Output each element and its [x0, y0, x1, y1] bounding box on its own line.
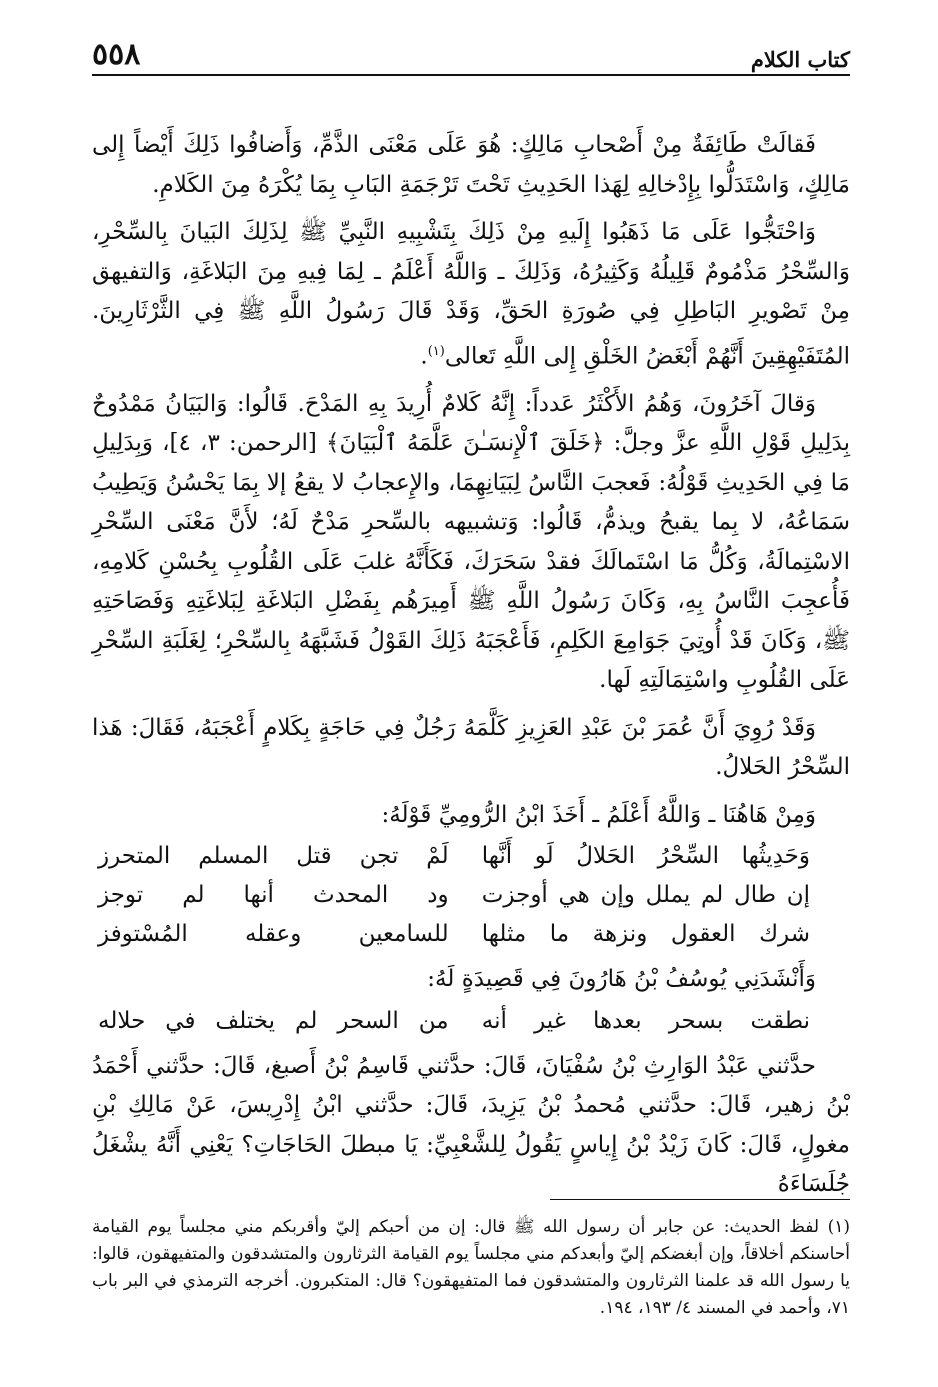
verse-line [92, 876, 850, 915]
footnote-ref[interactable]: (١) [427, 343, 445, 359]
page-number: ٥٥٨ [92, 37, 141, 72]
paragraph-2: وَاحْتَجُّوا عَلَى مَا ذَهَبُوا إِلَيهِ مِنْ ذَلِكَ بِتَشْبِيهِ النَّبِيِّ ﷺ لِذَلِكَ البَيانَ بِالسِّحْرِ، وَالسِّحْرُ مَذْمُومٌ قَلِيلُهُ وَكَثِيرُهُ، وَذَلِكَ ـ وَاللَّهُ أَعْلَمُ ـ لِمَا فِيهِ مِنَ البَلاغَةِ، وَالتفيهق مِنْ تَصْويرِ البَاطِلِ فِي صُورَةِ الحَقِّ، وَقَدْ قَالَ رَسُولُ اللَّهِ ﷺ فِي الثَّرْثَارِينَ. المُتَفَيْهِقِينَ أَنَّهُمْ أَبْغَضُ الخَلْقِ إِلى اللَّهِ تَعالى$^{(١)}$. [92, 219, 850, 370]
verse-second-hemistich: للسامعين وعقله المُسْتوفز [98, 921, 449, 948]
verse-line [92, 837, 850, 876]
footnotes [92, 1199, 850, 1322]
running-title: كتاب الكلام [750, 47, 850, 72]
paragraph-3: وَقالَ آخَرُونَ، وَهُمُ الأَكْثَرُ عَدداً: إِنَّهُ كَلامٌ أُرِيدَ بِهِ المَدْحَ. قَالُوا: وَالبَيَانُ مَمْدُوحٌ بِدَلِيلِ قَوْلِ اللَّهِ عزَّ وجلَّ: ﴿خَلَقَ ٱلْإِنسَـٰنَ عَلَّمَهُ ٱلْبَيَانَ﴾ [الرحمن: ٣، ٤]، وَبِدَلِيلِ مَا فِي الحَدِيثِ قَوْلُهُ: فَعجبَ النَّاسُ لِبَيَانِهِمَا، والإِعجابُ لا يقعُ إلا بِمَا يَحْسُنُ وَيَطِيبُ سَمَاعُهُ، لا بِما يقبحُ ويذمُّ، قَالُوا: وَتشبيهه بالسِّحرِ مَدْحٌ لَهُ؛ لأَنَّ مَعْنَى السِّحْرِ الاسْتِمالَةُ، وَكُلُّ مَا اسْتَمالَكَ فقدْ سَحَرَكَ، فَكَأَنَّهُ غلبَ عَلَى القُلُوبِ بِحُسْنِ كَلامِهِ، فَأُعجِبَ النَّاسُ بِهِ، وَكَانَ رَسُولُ اللَّهِ ﷺ أَمِيرَهُم بِفَضْلِ البَلاغَةِ لِبَلاغَتِهِ وَفَصَاحَتِهِ ﷺ، وَكَانَ قَدْ أُوتِيَ جَوَامِعَ الكَلِمِ، فَأَعْجَبَهُ ذَلِكَ القَوْلُ فَشَبَّهَهُ بِالسِّحْرِ؛ لِغَلَبَةِ السِّحْرِ عَلَى القُلُوبِ واسْتِمَالَتِهِ لَها. [92, 390, 850, 694]
footnote-1 [92, 1214, 850, 1322]
footnote-text: لفظ الحديث: عن جابر أن رسول الله ﷺ قال: إن من أحبكم إليّ وأقربكم مني مجلساً يوم القيامة أحاسنكم أخلاقاً، وإن أبغضكم إليّ وأبعدكم مني مجلساً يوم القيامة الثرثارون والمتشدقون والمتفيهقون، قالوا: يا رسول الله قد علمنا الثرثارون والمتشدقون فما المتفيهقون؟ قال: المتكبرون. أخرجه الترمذي في البر باب ٧١، وأحمد في المسند ٤/ ١٩٣، ١٩٤. [92, 1217, 850, 1318]
verse-line [92, 915, 850, 954]
paragraph-1: فَقالَتْ طَائِفَةٌ مِنْ أَصْحابِ مَالِكٍ: هُوَ عَلَى مَعْنَى الذَّمِّ، وَأَضافُوا ذَلِكَ أَيْضاً إِلى مَالِكٍ، وَاسْتَدَلُّوا بِإِدْخالِهِ لِهَذا الحَدِيثِ تَحْتَ تَرْجَمَةِ البَابِ بِمَا يُكْرَهُ مِنَ الكَلامِ. [92, 132, 850, 198]
verse-first-hemistich: شرك العقول ونزهة ما مثلها [481, 921, 810, 948]
poem-2-intro: وَأَنْشَدَنِي يُوسُفُ بْنُ هَارُونَ فِي قَصِيدَةٍ لَهُ: [427, 966, 816, 993]
paragraph-2-text: وَاحْتَجُّوا عَلَى مَا ذَهَبُوا إِلَيهِ مِنْ ذَلِكَ بِتَشْبِيهِ النَّبِيِّ ﷺ لِذَلِكَ البَيانَ بِالسِّحْرِ، وَالسِّحْرُ مَذْمُومٌ قَلِيلُهُ وَكَثِيرُهُ، وَذَلِكَ ـ وَاللَّهُ أَعْلَمُ ـ لِمَا فِيهِ مِنَ البَلاغَةِ، وَالتفيهق مِنْ تَصْويرِ البَاطِلِ فِي صُورَةِ الحَقِّ، وَقَدْ قَالَ رَسُولُ اللَّهِ ﷺ فِي الثَّرْثَارِينَ. المُتَفَيْهِقِينَ أَنَّهُمْ أَبْغَضُ الخَلْقِ إِلى اللَّهِ تَعالى [92, 219, 850, 370]
page-body [92, 126, 850, 1205]
poem-1 [92, 837, 850, 954]
verse-second-hemistich: لَمْ تجن قتل المسلم المتحرز [98, 843, 449, 870]
footnote-number: (١) [827, 1217, 850, 1237]
poem-1-intro: وَمِنْ هَاهُنَا ـ وَاللَّهُ أَعْلَمُ ـ أَخَذَ ابْنُ الرُّومِيِّ قَوْلَهُ: [381, 801, 816, 828]
verse-first-hemistich: نطقت بسحر بعدها غير أنه [481, 1007, 810, 1034]
verse-line [92, 1002, 850, 1041]
paragraph-4: وَقَدْ رُوِيَ أَنَّ عُمَرَ بْنَ عَبْدِ العَزِيزِ كَلَّمَهُ رَجُلٌ فِي حَاجَةٍ بِكَلامٍ أَعْجَبَهُ، فَقَالَ: هَذا السِّحْرُ الحَلالُ. [92, 714, 850, 781]
closing-paragraph: حدَّثني عَبْدُ الوَارِثِ بْنُ سُفْيَانَ، قَالَ: حدَّثني قَاسِمُ بْنُ أَصبغ، قَالَ: حدَّثني أَحْمَدُ بْنُ زهير، قَالَ: حدَّثني مُحمدُ بْنُ يَزِيدَ، قَالَ: حدَّثني ابْنُ إِدْرِيسَ، عَنْ مَالِكِ بْنِ مغولٍ، قَالَ: كَانَ زَيْدُ بْنُ إِياسٍ يَقُولُ لِلشَّعْبِيِّ: يَا مبطلَ الحَاجَاتِ؟ يَعْنِي أَنَّهُ يشْغَلُ جُلَسَاءَهُ [92, 1052, 850, 1198]
page-header [92, 30, 850, 76]
poem-2 [92, 1002, 850, 1041]
verse-second-hemistich: من السحر لم يختلف في حلاله [98, 1007, 449, 1034]
verse-second-hemistich: ود المحدث أنها لم توجز [98, 882, 449, 909]
footnote-divider [550, 1199, 850, 1200]
verse-first-hemistich: وَحَدِيثُها السِّحْرُ الحَلالُ لَو أَنَّها [481, 843, 810, 870]
verse-first-hemistich: إن طال لم يملل وإن هي أوجزت [481, 882, 810, 909]
